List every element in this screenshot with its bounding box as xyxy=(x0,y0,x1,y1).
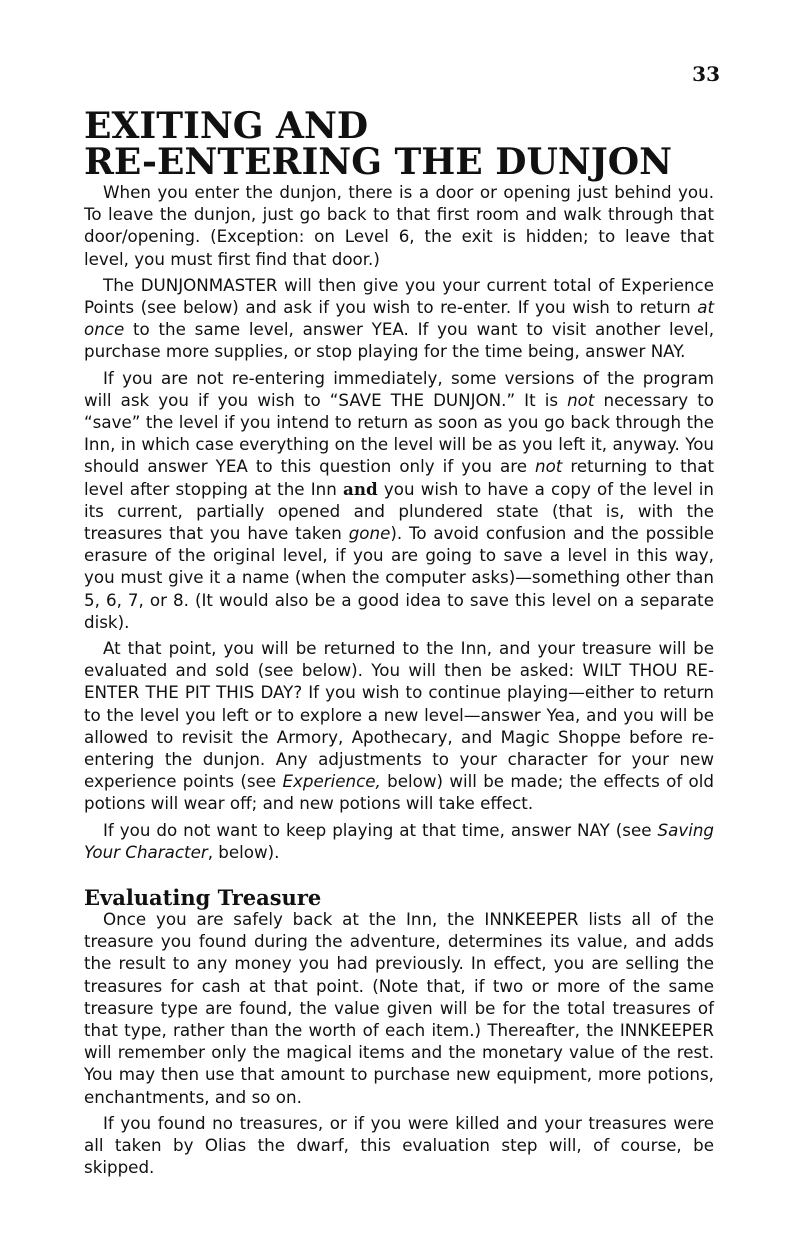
page-number: 33 xyxy=(692,62,720,86)
page-title xyxy=(84,105,724,183)
paragraph-return-to-inn xyxy=(84,637,714,815)
emphasis-text: Experience, xyxy=(282,771,381,792)
exiting-section-body xyxy=(84,181,714,867)
paragraph-no-treasure: If you found no treasures, or if you were killed and your treasures were all taken by Olias the dwarf, this evaluation step will, of course, be skipped. xyxy=(84,1112,714,1178)
treasure-section-body xyxy=(84,908,714,1182)
text-run: below) will be made; the effects of old potions will wear off; and new potions will take effect. xyxy=(84,771,714,814)
title-line-1: EXITING AND xyxy=(84,105,369,147)
text-run: to the same level, answer YEA. If you want to visit another level, purchase more supplies, or stop playing for the time being, answer NAY. xyxy=(84,319,714,362)
text-run: The DUNJONMASTER will then give you your current total of Experience Points (see below) and ask if you wish to re-enter. If you wish to return xyxy=(84,274,714,318)
emphasis-text: not xyxy=(535,456,563,477)
text-run: ). To avoid confusion and the possible erasure of the original level, if you are going to save a level in this way, you must give it a name (when the computer asks)—something other than 5, 6, 7, or 8. (It would also be a good idea to save this level on a separate disk). xyxy=(84,523,714,632)
text-run: returning to that level after stopping at the Inn xyxy=(84,456,714,499)
section-heading: Evaluating Treasure xyxy=(84,885,322,910)
title-line-2: RE-ENTERING THE DUNJON xyxy=(84,141,673,183)
emphasis-text: at once xyxy=(84,297,714,340)
text-run: you wish to have a copy of the level in its current, partially opened and plundered state (that is, with the treasures that you have taken xyxy=(84,478,715,544)
paragraph-save-dunjon xyxy=(84,367,714,633)
text-run: At that point, you will be returned to the Inn, and your treasure will be evaluated and sold (see below). You will then be asked: WILT THOU RE-ENTER THE PIT THIS DAY? If you wish to continue playing—either to return to the level you left or to explore a new level—answer Yea, and you will be allowed to revisit the Armory, Apothecary, and Magic Shoppe before re-entering the dunjon. Any adjustments to your character for your new experience points (see xyxy=(84,638,714,792)
paragraph-answer-nay xyxy=(84,819,714,863)
text-run: If you are not re-entering immediately, some versions of the program will ask you if you wish to “SAVE THE DUNJON.” It is xyxy=(84,367,714,410)
paragraph-innkeeper: Once you are safely back at the Inn, the INNKEEPER lists all of the treasure you found during the adventure, determines its value, and adds the result to any money you had previously. In effect, you are selling the treasures for cash at that point. (Note that, if two or more of the same treasure type are found, the value given will be for the total treasures of that type, rather than the worth of each item.) Thereafter, the INNKEEPER will remember only the magical items and the monetary value of the rest. You may then use that amount to purchase new equipment, more potions, enchantments, and so on. xyxy=(84,909,714,1107)
emphasis-text: Saving Your Character xyxy=(84,819,714,862)
paragraph-exit-door: When you enter the dunjon, there is a door or opening just behind you. To leave the dunjon, just go back to that first room and walk through that door/opening. (Exception: on Level 6, the exit is hidden; to leave that level, you must first find that door.) xyxy=(84,182,714,269)
paragraph-dunjonmaster xyxy=(84,274,714,363)
text-run: necessary to “save” the level if you intend to return as soon as you go back through the Inn, in which case everything on the level will be as you left it, anyway. You should answer YEA to this question only if you are xyxy=(84,389,714,477)
emphasis-text: not xyxy=(567,389,595,410)
text-run: If you do not want to keep playing at that time, answer NAY (see xyxy=(103,819,658,840)
bold-text: and xyxy=(343,478,378,499)
text-run: , below). xyxy=(207,841,280,862)
emphasis-text: gone xyxy=(348,523,391,544)
